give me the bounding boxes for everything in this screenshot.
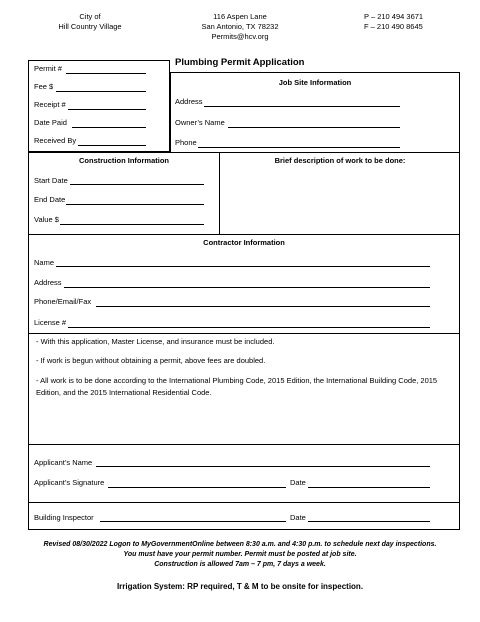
permit-posting-notice: You must have your permit number. Permit must be posted at job site. (123, 551, 357, 558)
applicant-signature-field[interactable] (108, 487, 286, 488)
permit-number-label: Permit # (34, 64, 62, 73)
fee-label: Fee $ (34, 82, 54, 91)
value-field[interactable] (60, 224, 204, 225)
job-address-field[interactable] (204, 106, 400, 107)
note-license-insurance: - With this application, Master License, and insurance must be included. (36, 337, 275, 346)
signature-top-border (28, 444, 460, 445)
start-date-field[interactable] (70, 184, 204, 185)
contractor-name-field[interactable] (56, 266, 430, 267)
date-paid-field[interactable] (72, 127, 146, 128)
applicant-name-label: Applicant’s Name (34, 458, 93, 467)
construction-hours-notice: Construction is allowed 7am – 7 pm, 7 days a week. (154, 561, 326, 568)
contractor-address-label: Address (34, 278, 62, 287)
city-line-1: City of (79, 12, 101, 21)
permit-number-field[interactable] (66, 73, 146, 74)
signature-date-field[interactable] (308, 487, 430, 488)
fax-number: F – 210 490 8645 (364, 22, 423, 31)
address-line-1: 116 Aspen Lane (213, 12, 267, 21)
received-by-label: Received By (34, 136, 77, 145)
owner-name-label: Owner’s Name (175, 118, 225, 127)
job-site-top-border (170, 72, 460, 73)
receipt-number-field[interactable] (68, 109, 146, 110)
form-title: Plumbing Permit Application (175, 57, 305, 68)
fee-field[interactable] (56, 91, 146, 92)
phone-number: P – 210 494 3671 (364, 12, 424, 21)
job-phone-field[interactable] (198, 147, 400, 148)
notes-top-border (28, 333, 460, 334)
contractor-name-label: Name (34, 258, 55, 267)
job-address-label: Address (175, 97, 203, 106)
inspector-top-border (28, 502, 460, 503)
job-site-left-border (170, 72, 171, 152)
signature-date-label: Date (290, 478, 306, 487)
start-date-label: Start Date (34, 176, 68, 185)
construction-heading: Construction Information (79, 156, 169, 165)
date-paid-label: Date Paid (34, 118, 67, 127)
description-heading: Brief description of work to be done: (274, 156, 406, 165)
note-codes: - All work is to be done according to the International Plumbing Code, 2015 Edition, the International Building Code, 2015 Edition, and the 2015 International Residential Code. (36, 376, 438, 397)
receipt-number-label: Receipt # (34, 100, 66, 109)
inspector-date-label: Date (290, 513, 306, 522)
received-by-field[interactable] (78, 145, 146, 146)
owner-name-field[interactable] (228, 127, 400, 128)
job-site-right-border (459, 72, 460, 152)
contractor-heading: Contractor Information (203, 238, 285, 247)
applicant-name-field[interactable] (96, 466, 430, 467)
irrigation-notice: Irrigation System: RP required, T & M to be onsite for inspection. (116, 582, 364, 591)
job-site-heading: Job Site Information (278, 78, 352, 87)
building-inspector-field[interactable] (100, 521, 286, 522)
end-date-label: End Date (34, 195, 66, 204)
job-phone-label: Phone (175, 138, 197, 147)
note-fees-doubled: - If work is begun without obtaining a permit, above fees are doubled. (36, 356, 266, 365)
email-address: Permits@hcv.org (211, 32, 269, 41)
revision-notice: Revised 08/30/2022 Logon to MyGovernmentOnline between 8:30 a.m. and 4:30 p.m. to schedule next day inspections. (43, 541, 437, 548)
end-date-field[interactable] (66, 204, 204, 205)
contractor-address-field[interactable] (64, 287, 430, 288)
contractor-contact-label: Phone/Email/Fax (34, 297, 92, 306)
inspector-date-field[interactable] (308, 521, 430, 522)
building-inspector-label: Building Inspector (34, 513, 94, 522)
contractor-contact-field[interactable] (96, 306, 430, 307)
city-line-2: Hill Country Village (58, 22, 122, 31)
description-field[interactable] (221, 168, 457, 232)
applicant-signature-label: Applicant’s Signature (34, 478, 105, 487)
address-line-2: San Antonio, TX 78232 (201, 22, 279, 31)
license-number-label: License # (34, 318, 67, 327)
contractor-top-border (28, 234, 460, 235)
license-number-field[interactable] (68, 327, 430, 328)
value-label: Value $ (34, 215, 59, 224)
